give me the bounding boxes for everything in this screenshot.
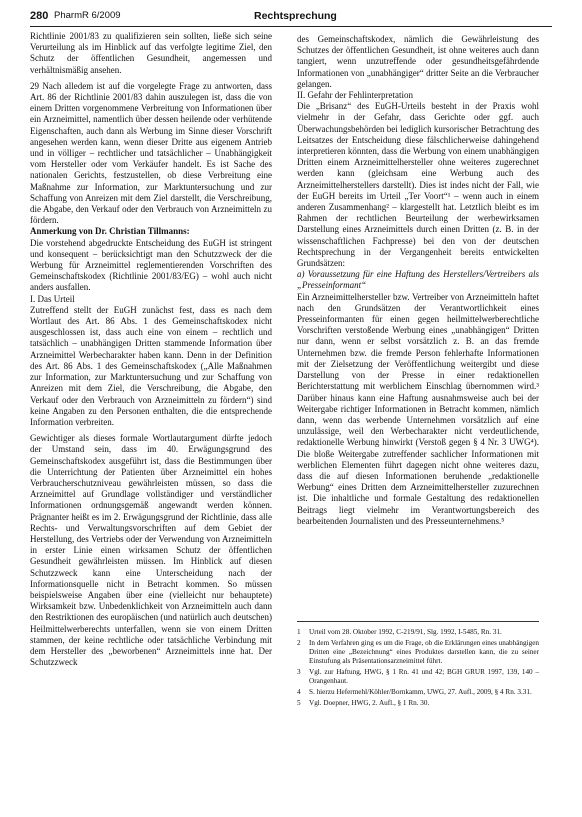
section-heading-i: I. Das Urteil [30,293,75,304]
journal-name: PharmR 6/2009 [54,10,121,21]
left-column [30,31,272,668]
page-number: 280 [30,10,49,22]
section-heading-ii: II. Gefahr der Fehlinterpretation [297,90,413,101]
paragraph-i-1: Zutreffend stellt der EuGH zunächst fest, dass es nach dem Wortlaut des Art. 86 Abs. 1 des Gemeinschaftskodex nicht ausgeschlossen ist, dass auch eine von einem – rechtlich und tatsächlich – unabhängigen Dritten stammende Information über Arzneimittel Werbecharakter haben kann. Denn in der Definition des Art. 86 Abs. 1 des Gemeinschaftskodex („Alle Maßnahmen zur Information, zur Marktuntersuchung und zur Schaffung von Anreizen mit dem Ziel, die Verschreibung, die Abgabe, den Verkauf oder den Verbrauch von Arzneimitteln zu fördern“) sind keine Angaben zu den Personen enthalten, die die entsprechende Information verbreiten. [30,304,272,427]
page-header [30,8,552,27]
footnote-number: 1 [297,628,301,636]
footnote [297,688,539,697]
footnote-text: Vgl. zur Haftung, HWG, § 1 Rn. 41 und 42; BGH GRUR 1997, 139, 140 – Orangenhaut. [309,668,539,685]
subsection-heading-a: a) Voraussetzung für eine Haftung des Herstellers/Vertreibers als „Presseinformant“ [297,269,539,291]
annotation-heading: Anmerkung von Dr. Christian Tillmanns: [30,226,190,237]
footnote-text: Urteil vom 28. Oktober 1992, C-219/91, Slg. 1992, I-5485, Rn. 31. [309,628,502,636]
footnote [297,699,539,708]
paragraph-continued-right: des Gemeinschaftskodex, nämlich die Gewährleistung des Schutzes der öffentlichen Gesundheit, ist ohne weiteres auch dann tangiert, wenn unzutreffende oder gesundheitsgefährdende Informationen von „unabhängiger“ dritter Seite an die Verbraucher gelangen. [297,34,539,89]
footnote-text: S. hierzu Hefermehl/Köhler/Bornkamm, UWG, 27. Aufl., 2009, § 4 Rn. 3.31. [309,688,532,696]
footnote-number: 5 [297,699,301,707]
footnote [297,668,539,686]
right-column [297,34,539,527]
paragraph-ii-1: Die „Brisanz“ des EuGH-Urteils besteht in der Praxis wohl vielmehr in der Gefahr, dass Gerichte oder ggf. auch Überwachungsbehörden bei lediglich kursorischer Betrachtung des Leitsatzes der Entscheidung diese fälschlicherweise dahingehend interpretieren könnten, dass die Werbung von einem unabhängigen Dritten einem Arzneimittelhersteller ohne weiteres zugerechnet werden kann (gleichsam eine Werbung auch des Arzneimittelherstellers darstellt). Dies ist indes nicht der Fall, wie der EuGH bereits im Urteil „Ter Voort“¹ – wenn auch in einem anderen Zusammenhang² – klargestellt hat. Letztlich bleibt es im Rahmen der rechtlichen Beurteilung der werbewirksamen Darstellung eines Arzneimittels durch einen Dritten (z. B. in der wissenschaftlichen Fachpresse) bei den von der deutschen Rechtsprechung in der Vergangenheit bereits entwickelten Grundsätzen: [297,101,539,269]
paragraph-a-1: Ein Arzneimittelhersteller bzw. Vertreiber von Arzneimitteln haftet nach den Grundsätzen der Verantwortlichkeit eines Presseinformanten für einen gegen heilmittelwerberechtliche Vorschriften verstoßende Werbung eines „unabhängigen“ Dritten nur dann, wenn er selbst vorsätzlich z. B. an das fremde Unternehmen bzw. die fremde Person fehlerhafte Informationen mit der Zielsetzung der Veröffentlichung weitergibt und diese Darstellung von der Presse in einer redaktionellen Berichterstattung mit werblichem Einschlag übernommen wird.³ Darüber hinaus kann eine Haftung ausnahmsweise auch bei der Weitergabe richtiger Informationen in Betracht kommen, nämlich dann, wenn das werbende Unternehmen vorsätzlich auf eine unzulässige, weil den Werbecharakter nicht verdeutlichende, redaktionelle Werbung hinwirkt (Verstoß gegen § 4 Nr. 3 UWG⁴). Die bloße Weitergabe zutreffender sachlicher Informationen mit werblichen Elementen führt dagegen nicht ohne weiteres dazu, dass die auf diesen Informationen beruhende „redaktionelle Werbung“ eines Dritten dem Arzneimittelhersteller zuzurechnen ist. Die inhaltliche und formale Gestaltung des redaktionellen Beitrags liegt vielmehr im Verantwortungsbereich des bearbeitenden Journalisten und des Presseunternehmens.⁵ [297,291,539,526]
footnote [297,628,539,637]
footnote-text: Vgl. Doepner, HWG, 2. Aufl., § 1 Rn. 30. [309,699,430,707]
footnote-text: In dem Verfahren ging es um die Frage, ob die Erklärungen eines unabhängigen Dritten eine „Bezeichnung“ eines Produktes darstellen kann, die zu seiner Einstufung als Präsentationsarzneimittel führt. [309,639,539,665]
paragraph-29: 29 Nach alledem ist auf die vorgelegte Frage zu antworten, dass Art. 86 der Richtlinie 2001/83 dahin auszulegen ist, dass die von einem Dritten vorgenommene Verbreitung von Informationen über ein Arzneimittel, namentlich über dessen heilende oder verhütende Eigenschaften, auch dann als Werbung im Sinne dieser Vorschrift angesehen werden kann, wenn dieser Dritte aus eigenem Antrieb und in völliger – rechtlicher und tatsächlicher – Unabhängigkeit vom Hersteller oder vom Verkäufer handelt. Es ist Sache des nationalen Gerichts, festzustellen, ob diese Verbreitung eine Maßnahme zur Information, zur Marktuntersuchung und zur Schaffung von Anreizen mit dem Ziel darstellt, die Verschreibung, die Abgabe, den Verkauf oder den Verbrauch von Arzneimitteln zu fördern. [30,80,272,226]
footnote-number: 2 [297,639,301,647]
footnotes [297,621,539,710]
paragraph-i-2: Gewichtiger als dieses formale Wortlautargument dürfte jedoch der Umstand sein, dass im 40. Erwägungsgrund des Gemeinschaftskodex ausgeführt ist, dass die Bestimmungen über die Unterrichtung der Patienten über Arzneimittel ein hohes Verbraucherschutzniveau gewährleisten müssen, so dass die Arzneimittel auf Grundlage vollständiger und verständlicher Informationen ordnungsgemäß angewandt werden können. Prägnanter heißt es im 2. Erwägungsgrund der Richtlinie, dass alle Rechts- und Verwaltungsvorschriften auf dem Gebiet der Herstellung, des Vertriebs oder der Verwendung von Arzneimitteln in erster Linie einen wirksamen Schutz der öffentlichen Gesundheit gewährleisten müssen. Im Hinblick auf diesen Schutzzweck kann eine Unterscheidung nach der Informationsquelle nicht in Betracht kommen. So müssen beispielsweise Angaben über eine (vielleicht nur behauptete) Wirksamkeit bzw. Unbedenklichkeit von Arzneimitteln auch dann den Restriktionen des europäischen (und natürlich auch deutschen) Heilmittelwerberechts unterfallen, wenn sie von einem Dritten stammen, der keine rechtliche oder tatsächliche Verbindung mit dem Hersteller des „beworbenen“ Arzneimittels inne hat. Der Schutzzweck [30,433,272,668]
annotation-intro: Die vorstehend abgedruckte Entscheidung des EuGH ist stringent und konsequent – berücksichtigt man den Schutzzweck der die Werbung für Arzneimittel reglementierenden Vorschriften des Gemeinschaftskodex (Richtlinie 2001/83/EG) – wohl auch nicht anders ausfallen. [30,237,272,293]
section-title: Rechtsprechung [254,10,337,22]
footnote [297,639,539,666]
paragraph-continued: Richtlinie 2001/83 zu qualifizieren sein sollten, ließe sich seine Verurteilung als im Hinblick auf das verfolgte legitime Ziel, den Schutz der öffentlichen Gesundheit, angemessen und verhältnismäßig ansehen. [30,31,272,75]
footnote-number: 4 [297,688,301,696]
footnote-number: 3 [297,668,301,676]
